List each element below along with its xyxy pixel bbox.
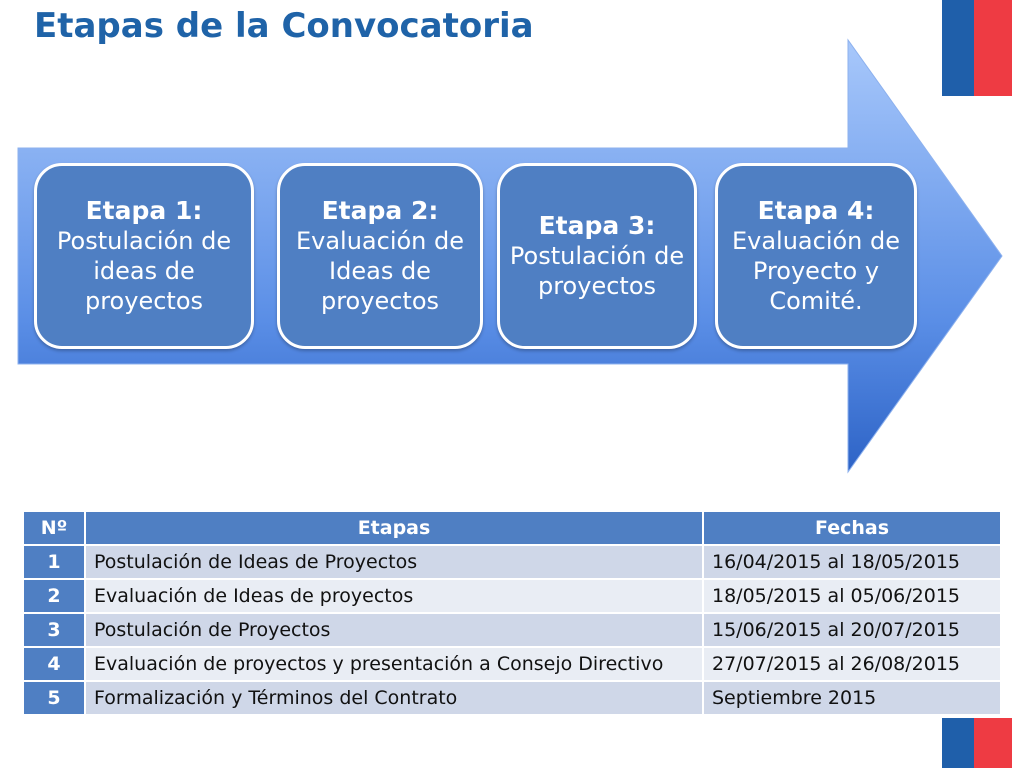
row-stage: Postulación de Proyectos xyxy=(85,613,703,647)
stage-4-description: Evaluación de Proyecto y Comité. xyxy=(731,227,901,315)
stage-4-heading: Etapa 4: xyxy=(757,196,875,225)
stages-table xyxy=(22,510,1002,716)
row-number: 2 xyxy=(23,579,85,613)
row-number: 1 xyxy=(23,545,85,579)
row-number: 3 xyxy=(23,613,85,647)
stage-2-heading: Etapa 2: xyxy=(321,196,439,225)
stage-1-box xyxy=(34,163,254,349)
stage-3-description: Postulación de proyectos xyxy=(509,242,685,300)
table-row xyxy=(23,579,1001,613)
row-stage: Postulación de Ideas de Proyectos xyxy=(85,545,703,579)
stage-3-box xyxy=(497,163,697,349)
table-row xyxy=(23,545,1001,579)
header-number: Nº xyxy=(23,511,85,545)
row-date: Septiembre 2015 xyxy=(703,681,1001,715)
stage-2-description: Evaluación de Ideas de proyectos xyxy=(295,227,465,315)
table-row xyxy=(23,647,1001,681)
stage-3-heading: Etapa 3: xyxy=(538,211,656,240)
row-number: 4 xyxy=(23,647,85,681)
row-stage: Evaluación de Ideas de proyectos xyxy=(85,579,703,613)
row-stage: Evaluación de proyectos y presentación a Consejo Directivo xyxy=(85,647,703,681)
stage-1-description: Postulación de ideas de proyectos xyxy=(56,227,232,315)
row-date: 18/05/2015 al 05/06/2015 xyxy=(703,579,1001,613)
row-date: 27/07/2015 al 26/08/2015 xyxy=(703,647,1001,681)
header-stages: Etapas xyxy=(85,511,703,545)
flag-logo-bottom xyxy=(942,718,1012,768)
stage-2-box xyxy=(277,163,483,349)
header-dates: Fechas xyxy=(703,511,1001,545)
table-row xyxy=(23,613,1001,647)
row-number: 5 xyxy=(23,681,85,715)
row-date: 15/06/2015 al 20/07/2015 xyxy=(703,613,1001,647)
table-row xyxy=(23,681,1001,715)
stage-1-heading: Etapa 1: xyxy=(85,196,203,225)
page-title: Etapas de la Convocatoria xyxy=(34,6,534,46)
row-date: 16/04/2015 al 18/05/2015 xyxy=(703,545,1001,579)
row-stage: Formalización y Términos del Contrato xyxy=(85,681,703,715)
stage-4-box xyxy=(715,163,917,349)
table-header-row xyxy=(23,511,1001,545)
